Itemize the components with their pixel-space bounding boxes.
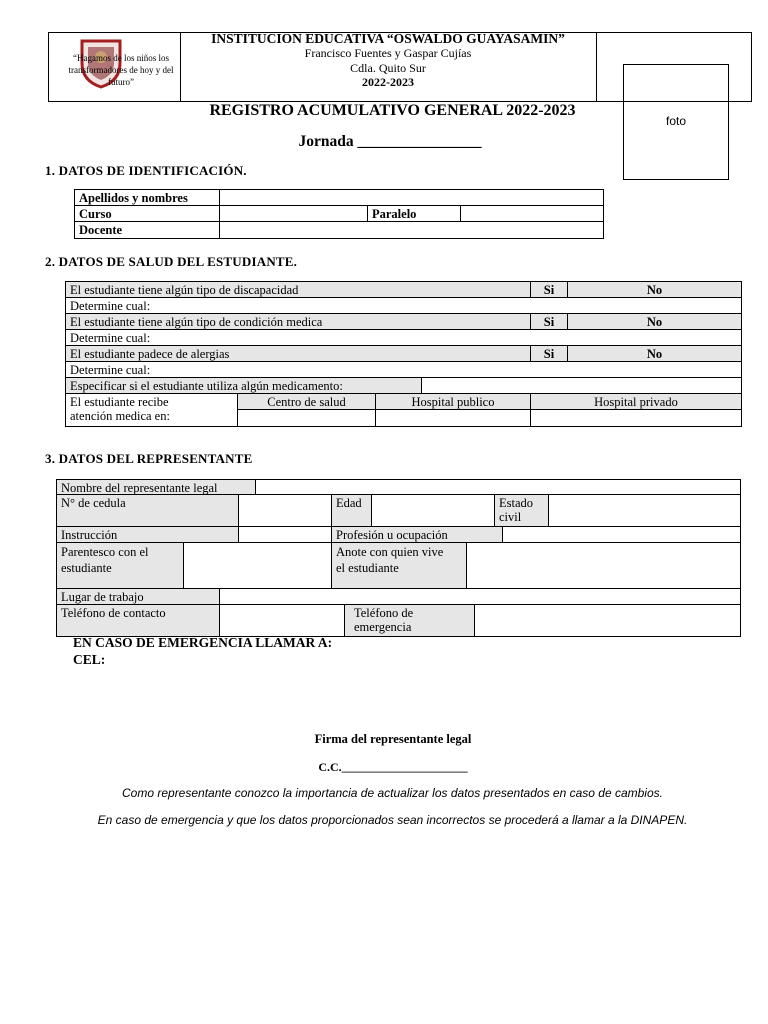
civil-status-line1: Estado [499, 496, 534, 510]
signature-label: Firma del representante legal [314, 732, 472, 746]
id-number-input[interactable] [238, 494, 332, 527]
age-input[interactable] [371, 494, 495, 527]
contact-phone-input[interactable] [219, 604, 345, 637]
institution-name: INSTITUCION EDUCATIVA “OSWALDO GUAYASAMIN” [211, 31, 565, 46]
contact-phone-label: Teléfono de contacto [56, 604, 220, 637]
medical-care-line1: El estudiante recibe [70, 395, 169, 409]
condition-yes[interactable]: Si [530, 313, 568, 330]
education-label: Instrucción [56, 526, 239, 543]
allergies-no[interactable]: No [567, 345, 742, 362]
photo-label: foto [665, 114, 686, 128]
institution-address: Francisco Fuentes y Gaspar Cujías [304, 46, 472, 60]
medical-care-label [65, 393, 238, 427]
jornada-field[interactable]: Jornada ________________ [298, 133, 482, 150]
relation-line1: Parentesco con el [61, 545, 149, 559]
allergies-yes[interactable]: Si [530, 345, 568, 362]
teacher-label: Docente [74, 221, 220, 239]
profession-input[interactable] [502, 526, 741, 543]
emergency-note: En caso de emergencia y que los datos proporcionados sean incorrectos se procederá a llamar a la DINAPEN. [97, 813, 688, 827]
public-hospital-input[interactable] [375, 409, 531, 427]
relation-label [56, 542, 184, 589]
workplace-label: Lugar de trabajo [56, 588, 220, 605]
health-center-input[interactable] [237, 409, 376, 427]
disability-no[interactable]: No [567, 281, 742, 298]
emergency-call-label: EN CASO DE EMERGENCIA LLAMAR A: [73, 635, 333, 650]
update-note: Como representante conozco la importancia de actualizar los datos presentados en caso de cambios. [122, 786, 663, 800]
relation-line2: estudiante [61, 561, 112, 575]
id-number-label: N° de cedula [56, 494, 239, 527]
section1-heading: 1. DATOS DE IDENTIFICACIÓN. [45, 163, 247, 178]
course-input[interactable] [219, 205, 368, 222]
lives-with-label [331, 542, 467, 589]
condition-determine[interactable]: Determine cual: [65, 329, 742, 346]
disability-yes[interactable]: Si [530, 281, 568, 298]
signature-cc-field[interactable]: C.C._____________________ [318, 760, 468, 774]
lives-with-line2: el estudiante [336, 561, 399, 575]
lives-with-input[interactable] [466, 542, 741, 589]
medical-care-line2: atención medica en: [70, 409, 170, 423]
lives-with-line1: Anote con quien vive [336, 545, 444, 559]
page-title: REGISTRO ACUMULATIVO GENERAL 2022-2023 [209, 102, 576, 119]
private-hospital-option[interactable]: Hospital privado [530, 393, 742, 410]
allergies-determine[interactable]: Determine cual: [65, 361, 742, 378]
disability-determine[interactable]: Determine cual: [65, 297, 742, 314]
private-hospital-input[interactable] [530, 409, 742, 427]
names-label: Apellidos y nombres [74, 189, 220, 206]
disability-question: El estudiante tiene algún tipo de discapacidad [65, 281, 531, 298]
legal-name-label: Nombre del representante legal [56, 479, 256, 495]
legal-name-input[interactable] [255, 479, 741, 495]
age-label: Edad [331, 494, 372, 527]
section3-heading: 3. DATOS DEL REPRESENTANTE [45, 451, 253, 466]
parallel-label: Paralelo [367, 205, 461, 222]
parallel-input[interactable] [460, 205, 604, 222]
condition-no[interactable]: No [567, 313, 742, 330]
emergency-phone-line1: Teléfono de [354, 606, 414, 620]
profession-label: Profesión u ocupación [331, 526, 503, 543]
emergency-cel-label: CEL: [73, 652, 106, 667]
civil-status-input[interactable] [548, 494, 741, 527]
civil-status-line2: civil [499, 510, 522, 524]
emergency-phone-label [344, 604, 475, 637]
civil-status-label [494, 494, 549, 527]
medication-question: Especificar si el estudiante utiliza algún medicamento: [65, 377, 422, 394]
school-year: 2022-2023 [362, 75, 414, 89]
relation-input[interactable] [183, 542, 332, 589]
public-hospital-option[interactable]: Hospital publico [375, 393, 531, 410]
condition-question: El estudiante tiene algún tipo de condición medica [65, 313, 531, 330]
institution-locality: Cdla. Quito Sur [350, 61, 426, 75]
medication-input[interactable] [421, 377, 742, 394]
course-label: Curso [74, 205, 220, 222]
section2-heading: 2. DATOS DE SALUD DEL ESTUDIANTE. [45, 254, 298, 269]
allergies-question: El estudiante padece de alergias [65, 345, 531, 362]
workplace-input[interactable] [219, 588, 741, 605]
teacher-input[interactable] [219, 221, 604, 239]
emergency-phone-input[interactable] [474, 604, 741, 637]
names-input[interactable] [219, 189, 604, 206]
header-divider-right [596, 32, 597, 102]
health-center-option[interactable]: Centro de salud [237, 393, 376, 410]
school-motto: “Hagamos de los niños los transformadores de hoy y del futuro” [68, 53, 174, 87]
emergency-phone-line2: emergencia [354, 620, 412, 634]
education-input[interactable] [238, 526, 332, 543]
